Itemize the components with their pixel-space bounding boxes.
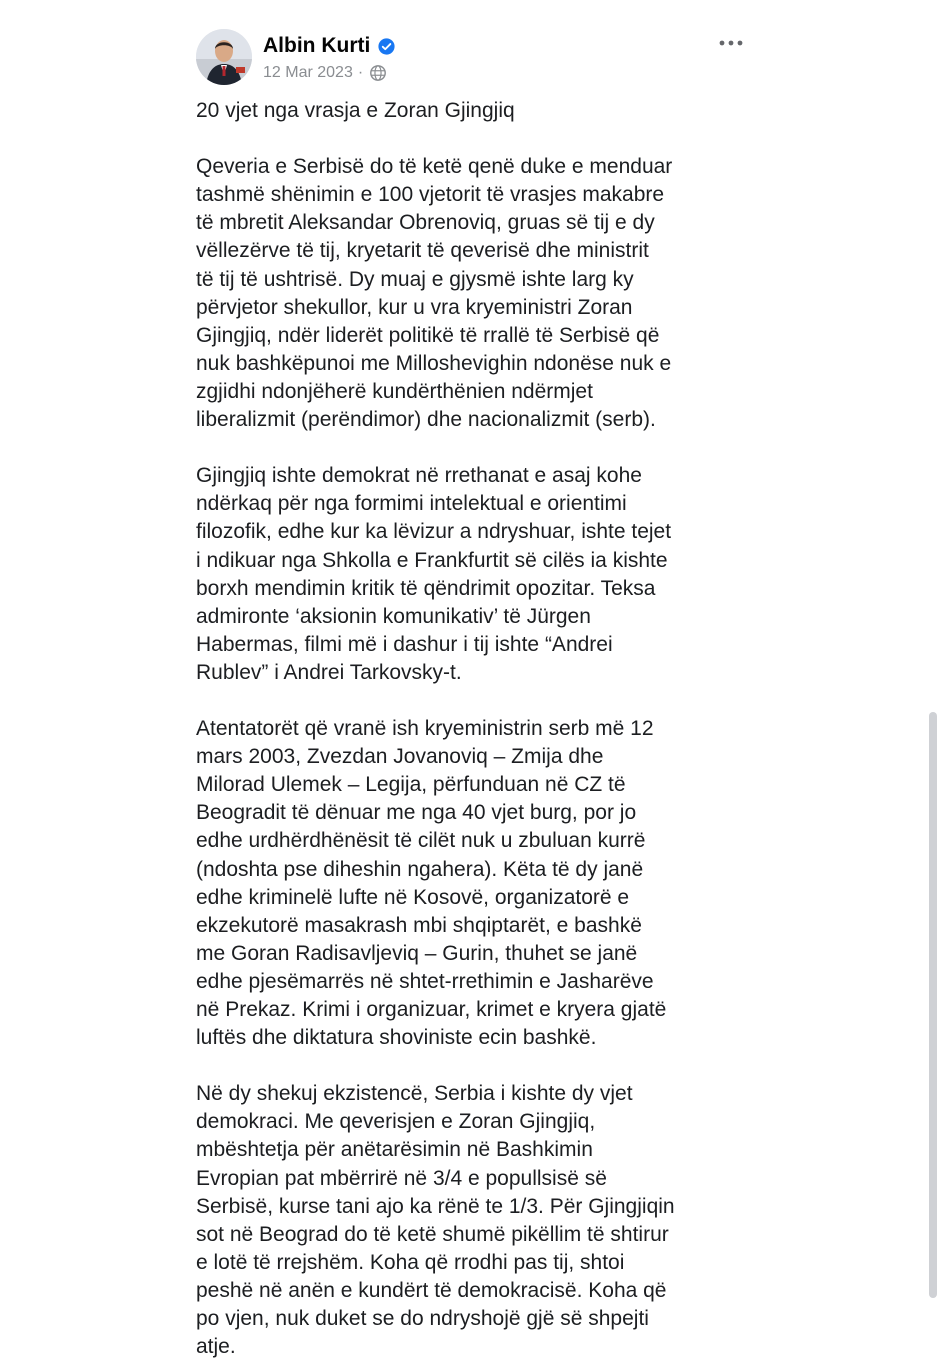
avatar-image-icon: [196, 29, 252, 85]
post-paragraph: Gjingjiq ishte demokrat në rrethanat e asaj kohe ndërkaq për nga formimi intelektual e orientimi filozofik, edhe kur ka lëvizur a ndryshuar, ishte tejet i ndikuar nga Shkolla e Frankfurtit së cilës ia kishte borxh mendimin kritik të qëndrimit opozitar. Teksa admironte ‘aksionin komunikativ’ të Jürgen Habermas, filmi më i dashur i tij ishte “Andrei Rublev” i Andrei Tarkovsky-t.: [196, 464, 672, 684]
author-name-row: [263, 32, 395, 60]
verified-badge-icon: [378, 38, 395, 55]
post-paragraph: Në dy shekuj ekzistencë, Serbia i kishte dy vjet demokraci. Me qeverisjen e Zoran Gjingjiq, mbështetja për anëtarësimin në Bashkimin Evropian pat mbërrirë në 3/4 e popullsisë së Serbisë, kurse tani ajo ka rënë te 1/3. Për Gjingjiqin sot në Beograd do të ketë shumë pikëllim të shtirur e lotë të rrejshëm. Koha që rrodhi pas tij, shtoi peshë në anën e kundërt të demokracisë. Koha që po vjen, nuk duket se do ndryshojë gjë së shpejti atje.: [196, 1082, 675, 1359]
post-date[interactable]: 12 Mar 2023: [263, 64, 353, 81]
post-paragraph: Atentatorët që vranë ish kryeministrin serb më 12 mars 2003, Zvezdan Jovanoviq – Zmija dhe Milorad Ulemek – Legija, përfunduan në CZ të Beogradit të dënuar me nga 40 vjet burg, por jo edhe urdhërdhënësit të cilët nuk u zbuluan kurrë (ndoshta pse diheshin ngahera). Këta të dy janë edhe kriminelë lufte në Kosovë, organizatorë e ekzekutorë masakrash mbi shqiptarët, e bashkë me Goran Radisavljeviq – Gurin, thuhet se janë edhe pjesëmarrës në shtet-rrethimin e Jasharëve në Prekaz. Krimi i organizuar, krimet e kryera gjatë luftës dhe diktatura shoviniste ecin bashkë.: [196, 717, 667, 1050]
post-text: [196, 97, 756, 1372]
more-options-button[interactable]: [716, 31, 746, 55]
author-avatar[interactable]: [196, 29, 252, 85]
post-paragraph: Qeveria e Serbisë do të ketë qenë duke e menduar tashmë shënimin e 100 vjetorit të vrasjes makabre të mbretit Aleksandar Obrenoviq, gruas së tij e dy vëllezërve të tij, kryetarit të qeverisë dhe ministrit të tij të ushtrisë. Dy muaj e gjysmë ishte larg ky përvjetor shekullor, kur u vra kryeministri Zoran Gjingjiq, ndër liderët politikë të rrallë të Serbisë që nuk bashkëpunoi me Milloshevighin ndonëse nuk e zgjidhi ndonjëherë kundërthënien ndërmjet liberalizmit (perëndimor) dhe nacionalizmit (serb).: [196, 155, 673, 432]
post-header: [196, 29, 746, 89]
meta-separator: ·: [357, 64, 364, 81]
globe-icon[interactable]: [369, 64, 387, 82]
author-name[interactable]: Albin Kurti: [263, 34, 371, 57]
more-options-icon: [718, 39, 744, 47]
scrollbar-thumb[interactable]: [929, 712, 937, 1298]
post-title: 20 vjet nga vrasja e Zoran Gjingjiq: [196, 99, 515, 122]
post-meta: [263, 62, 387, 84]
